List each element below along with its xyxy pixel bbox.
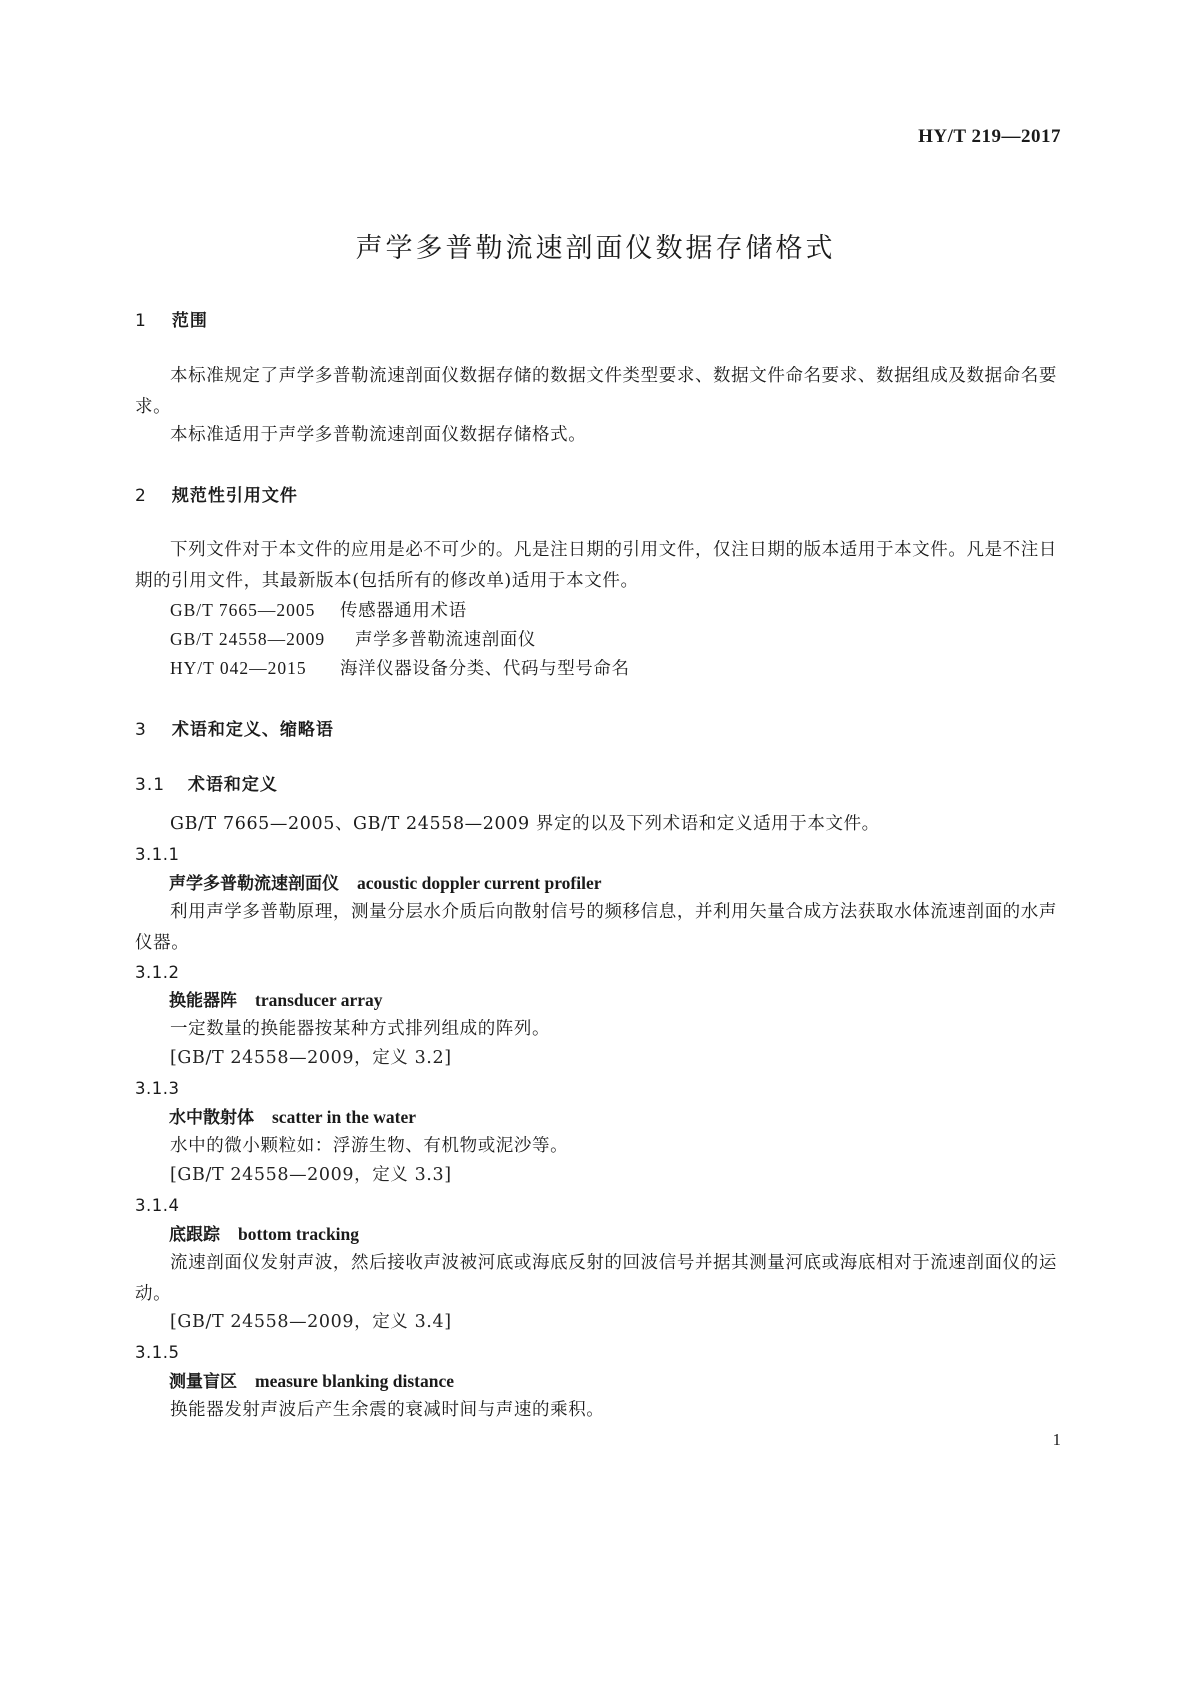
- term-english: scatter in the water: [272, 1107, 416, 1127]
- section-3-heading: [135, 715, 1057, 740]
- term-heading: [135, 1102, 1091, 1134]
- section-1-heading: [135, 306, 1057, 331]
- reference-item: [135, 653, 1092, 685]
- section-number: 1: [135, 311, 147, 331]
- section-number: 3: [135, 720, 147, 740]
- term-definition: 一定数量的换能器按某种方式排列组成的阵列。: [170, 1019, 551, 1039]
- term-chinese: 测量盲区: [169, 1372, 237, 1392]
- subsection-3-1-intro: GB/T 7665—2005、GB/T 24558—2009 界定的以及下列术语和定义适用于本文件。: [170, 814, 880, 834]
- term-definition: 利用声学多普勒原理，测量分层水介质后向散射信号的频移信息，并利用矢量合成方法获取水体流速剖面的水声仪器。: [135, 902, 1057, 953]
- term-heading: [135, 1219, 1091, 1251]
- section-title: 规范性引用文件: [171, 486, 298, 506]
- section-1-paragraph-2: 本标准适用于声学多普勒流速剖面仪数据存储格式。: [170, 425, 587, 445]
- reference-name: 声学多普勒流速剖面仪: [355, 630, 536, 650]
- term-number: 3.1.5: [135, 1343, 180, 1362]
- term-number: 3.1.4: [135, 1196, 180, 1215]
- term-source: [GB/T 24558—2009，定义 3.4]: [170, 1312, 452, 1332]
- term-heading: [135, 985, 1091, 1017]
- reference-code: GB/T 24558—2009: [170, 629, 326, 649]
- term-english: measure blanking distance: [255, 1371, 455, 1391]
- section-title: 术语和定义、缩略语: [171, 720, 334, 740]
- term-chinese: 底跟踪: [169, 1225, 220, 1245]
- reference-name: 传感器通用术语: [340, 601, 467, 621]
- term-source: [GB/T 24558—2009，定义 3.3]: [170, 1165, 452, 1185]
- term-number: 3.1.2: [135, 963, 180, 982]
- reference-code: GB/T 7665—2005: [170, 600, 316, 620]
- term-number: 3.1.1: [135, 845, 180, 864]
- reference-item: [135, 624, 1092, 656]
- term-heading: [135, 1366, 1091, 1398]
- section-1-paragraph-1: 本标准规定了声学多普勒流速剖面仪数据存储的数据文件类型要求、数据文件命名要求、数据组成及数据命名要求。: [135, 366, 1057, 417]
- term-source: [GB/T 24558—2009，定义 3.2]: [170, 1048, 452, 1068]
- term-english: bottom tracking: [238, 1224, 360, 1244]
- subsection-3-1-heading: [135, 770, 1057, 795]
- term-chinese: 声学多普勒流速剖面仪: [169, 874, 339, 894]
- section-title: 范围: [171, 311, 208, 331]
- term-english: transducer array: [255, 990, 383, 1010]
- reference-name: 海洋仪器设备分类、代码与型号命名: [340, 659, 630, 679]
- page-number: 1: [1052, 1430, 1061, 1449]
- term-heading: [135, 868, 1091, 900]
- reference-item: [135, 595, 1092, 627]
- section-number: 2: [135, 486, 147, 506]
- term-definition: 水中的微小颗粒如：浮游生物、有机物或泥沙等。: [170, 1136, 569, 1156]
- term-number: 3.1.3: [135, 1079, 180, 1098]
- document-title: 声学多普勒流速剖面仪数据存储格式: [355, 233, 836, 264]
- standard-code: HY/T 219—2017: [918, 126, 1061, 147]
- subsection-title: 术语和定义: [187, 775, 278, 795]
- subsection-number: 3.1: [135, 775, 166, 795]
- section-2-heading: [135, 481, 1057, 506]
- section-2-intro: 下列文件对于本文件的应用是必不可少的。凡是注日期的引用文件，仅注日期的版本适用于本文件。凡是不注日期的引用文件，其最新版本(包括所有的修改单)适用于本文件。: [135, 540, 1057, 591]
- term-chinese: 换能器阵: [169, 991, 237, 1011]
- term-definition: 流速剖面仪发射声波，然后接收声波被河底或海底反射的回波信号并据其测量河底或海底相对于流速剖面仪的运动。: [135, 1253, 1057, 1304]
- term-english: acoustic doppler current profiler: [357, 873, 602, 893]
- term-definition: 换能器发射声波后产生余震的衰减时间与声速的乘积。: [170, 1400, 605, 1420]
- reference-code: HY/T 042—2015: [170, 658, 307, 678]
- term-chinese: 水中散射体: [169, 1108, 254, 1128]
